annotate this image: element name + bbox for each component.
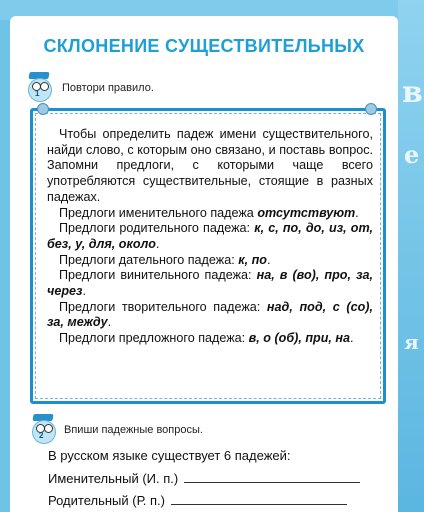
pin-icon <box>37 103 49 115</box>
decor-letter: е <box>404 140 420 169</box>
answer-blank[interactable] <box>184 470 360 483</box>
rule-case-instrumental: Предлоги творительного падежа: над, под, с (со), за, между. <box>47 299 374 330</box>
rule-text <box>47 127 373 347</box>
workbook-page <box>10 16 398 512</box>
task-1-label: Повтори правило. <box>62 82 154 94</box>
task-2-label: Впиши падежные вопросы. <box>64 424 203 436</box>
rule-case-accusative: Предлоги винительного падежа: на, в (во), про, за, через. <box>47 268 374 299</box>
decor-letter: в <box>402 75 423 110</box>
page-title: СКЛОНЕНИЕ СУЩЕСТВИТЕЛЬНЫХ <box>43 36 365 56</box>
rule-box <box>30 108 386 404</box>
task-number: 1 <box>35 89 40 98</box>
exercise-line-genitive[interactable]: Родительный (Р. п.) <box>48 492 347 508</box>
owl-task-1-icon <box>26 72 52 102</box>
rule-case-genitive: Предлоги родительного падежа: к, с, по, до, из, от, без, у, для, около. <box>47 221 374 251</box>
pin-icon <box>365 103 377 115</box>
task-number: 2 <box>39 431 44 440</box>
answer-blank[interactable] <box>171 492 347 505</box>
rule-case-prepositional: Предлоги предложного падежа: в, о (об), при, на. <box>59 331 354 346</box>
rule-case-nominative: Предлоги именительного падежа отсутствуют. <box>59 205 359 220</box>
exercise-intro: В русском языке существует 6 падежей: <box>48 448 291 463</box>
exercise-line-nominative[interactable]: Именительный (И. п.) <box>48 470 360 486</box>
owl-task-2-icon <box>30 414 56 444</box>
decor-letter: я <box>404 330 419 354</box>
rule-intro: Чтобы определить падеж имени существительного, найди слово, с которым оно связано, и поставь вопрос. Запомни предлоги, с которыми чаще всего употребляются существительные, стоящие в разных падежах. <box>47 127 373 204</box>
rule-case-dative: Предлоги дательного падежа: к, по. <box>59 252 271 267</box>
